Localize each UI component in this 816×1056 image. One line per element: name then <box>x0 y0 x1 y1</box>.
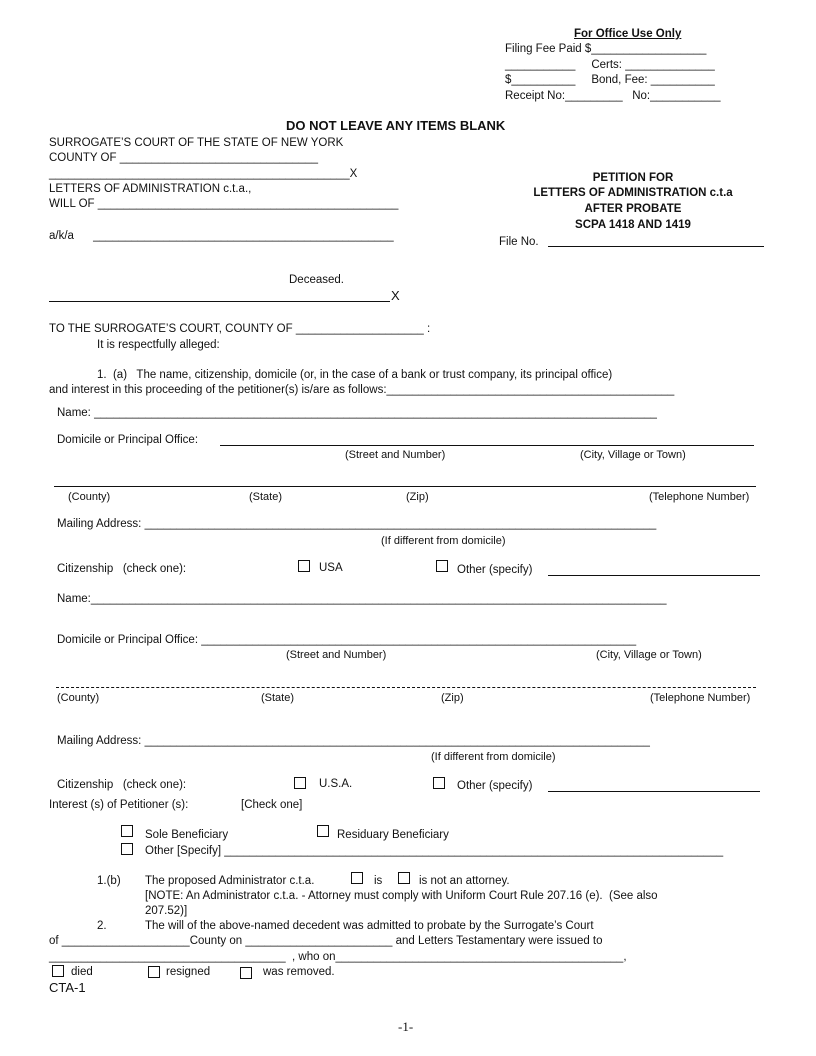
pet2-county-state-field[interactable] <box>56 687 756 688</box>
is-label: is <box>374 875 383 887</box>
pet2-citizenship-label: Citizenship (check one): <box>57 779 187 791</box>
para-2-line-1: The will of the above-named decedent was admitted to probate by the Surrogate’s Court <box>145 920 594 932</box>
removed-checkbox[interactable] <box>240 967 252 979</box>
para-1a-line1: 1. (a) The name, citizenship, domicile (or, in the case of a bank or trust company, its principal office) <box>97 369 613 381</box>
deceased-label: Deceased. <box>289 274 344 286</box>
pet1-citizenship-label: Citizenship (check one): <box>57 563 187 575</box>
alleged-line: It is respectfully alleged: <box>97 339 220 351</box>
para-2-line-3[interactable]: _____________________________________ , who on_____________________________________________, <box>49 951 627 963</box>
para-2-line-2[interactable]: of ____________________County on _______________________ and Letters Testamentary were issued to <box>49 935 603 947</box>
filing-fee-line[interactable]: Filing Fee Paid $__________________ <box>505 43 707 55</box>
note-line-1: [NOTE: An Administrator c.t.a. - Attorney must comply with Uniform Court Rule 207.16 (e). (See also <box>145 890 658 902</box>
pet2-state-caption: (State) <box>261 692 295 704</box>
file-no-field[interactable] <box>548 246 764 247</box>
para-1b-text: The proposed Administrator c.t.a. <box>145 875 315 887</box>
pet2-phone-caption: (Telephone Number) <box>650 692 751 704</box>
other-interest-checkbox[interactable] <box>121 843 133 855</box>
pet2-other-checkbox[interactable] <box>433 777 445 789</box>
pet2-usa-checkbox[interactable] <box>294 777 306 789</box>
title-line-2: LETTERS OF ADMINISTRATION c.t.a <box>533 187 733 199</box>
died-label: died <box>71 966 93 978</box>
pet2-usa-label: U.S.A. <box>319 778 353 790</box>
title-line-3: AFTER PROBATE <box>584 203 682 215</box>
para-2-number: 2. <box>97 920 107 932</box>
pet1-other-label: Other (specify) <box>457 564 533 576</box>
pet1-domicile-label: Domicile or Principal Office: <box>57 434 199 446</box>
pet1-domicile-field[interactable] <box>220 445 754 446</box>
pet2-ifdiff-caption: (If different from domicile) <box>431 751 556 763</box>
pet1-zip-caption: (Zip) <box>406 491 429 503</box>
pet2-other-label: Other (specify) <box>457 780 533 792</box>
bond-fee-line[interactable]: $__________ Bond, Fee: __________ <box>505 74 715 86</box>
removed-label: was removed. <box>263 966 335 978</box>
pet1-other-field[interactable] <box>548 575 760 576</box>
file-no-label: File No. <box>499 236 539 248</box>
will-of-line[interactable]: WILL OF _______________________________________________ <box>49 198 399 210</box>
pet1-street-caption: (Street and Number) <box>345 449 446 461</box>
caption-bottom-rule <box>49 301 390 302</box>
pet1-mailing-field[interactable]: Mailing Address: ________________________________________________________________________________ <box>57 518 657 530</box>
sole-beneficiary-label: Sole Beneficiary <box>145 829 229 841</box>
note-line-2: 207.52)] <box>145 905 188 917</box>
pet1-ifdiff-caption: (If different from domicile) <box>381 535 506 547</box>
resigned-label: resigned <box>166 966 211 978</box>
is-not-label: is not an attorney. <box>419 875 510 887</box>
letters-label: LETTERS OF ADMINISTRATION c.t.a., <box>49 183 252 195</box>
pet2-city-caption: (City, Village or Town) <box>596 649 702 661</box>
pet2-other-field[interactable] <box>548 791 760 792</box>
interest-check-one: [Check one] <box>241 799 303 811</box>
to-court-line[interactable]: TO THE SURROGATE’S COURT, COUNTY OF ____________________ : <box>49 323 431 335</box>
other-interest-field[interactable]: Other [Specify] ______________________________________________________________________________ <box>145 845 724 857</box>
caption-x-mark: X <box>391 288 400 303</box>
resigned-checkbox[interactable] <box>148 966 160 978</box>
certs-line[interactable]: ___________ Certs: ______________ <box>505 59 715 71</box>
para-1b-number: 1.(b) <box>97 875 121 887</box>
pet1-phone-caption: (Telephone Number) <box>649 491 750 503</box>
form-number: CTA-1 <box>49 980 86 995</box>
aka-line[interactable]: a/k/a _______________________________________________ <box>49 230 394 242</box>
residuary-beneficiary-label: Residuary Beneficiary <box>337 829 449 841</box>
is-not-attorney-checkbox[interactable] <box>398 872 410 884</box>
pet2-mailing-field[interactable]: Mailing Address: _______________________________________________________________________________ <box>57 735 650 747</box>
died-checkbox[interactable] <box>52 965 64 977</box>
pet1-county-caption: (County) <box>68 491 111 503</box>
pet1-usa-checkbox[interactable] <box>298 560 310 572</box>
pet1-name-field[interactable]: Name: ________________________________________________________________________________________ <box>57 407 657 419</box>
residuary-beneficiary-checkbox[interactable] <box>317 825 329 837</box>
pet1-state-caption: (State) <box>249 491 283 503</box>
pet1-usa-label: USA <box>319 562 343 574</box>
office-use-heading: For Office Use Only <box>574 28 682 40</box>
page-number: -1- <box>398 1019 414 1034</box>
title-line-4: SCPA 1418 AND 1419 <box>575 219 691 231</box>
caption-top-rule: _______________________________________________X <box>49 168 358 180</box>
pet2-county-caption: (County) <box>57 692 100 704</box>
title-line-1: PETITION FOR <box>592 172 674 184</box>
pet2-domicile-field[interactable]: Domicile or Principal Office: ____________________________________________________________________ <box>57 634 637 646</box>
sole-beneficiary-checkbox[interactable] <box>121 825 133 837</box>
receipt-line[interactable]: Receipt No:_________ No:___________ <box>505 90 721 102</box>
court-name: SURROGATE’S COURT OF THE STATE OF NEW YORK <box>49 137 344 149</box>
pet2-zip-caption: (Zip) <box>441 692 464 704</box>
county-line[interactable]: COUNTY OF _______________________________ <box>49 152 318 164</box>
pet1-city-caption: (City, Village or Town) <box>580 449 686 461</box>
pet1-other-checkbox[interactable] <box>436 560 448 572</box>
pet1-county-state-field[interactable] <box>54 486 756 487</box>
is-attorney-checkbox[interactable] <box>351 872 363 884</box>
warning-heading: DO NOT LEAVE ANY ITEMS BLANK <box>286 118 506 133</box>
interest-label: Interest (s) of Petitioner (s): <box>49 799 189 811</box>
para-1a-line2[interactable]: and interest in this proceeding of the petitioner(s) is/are as follows:_____________________________________________ <box>49 384 675 396</box>
pet2-name-field[interactable]: Name:__________________________________________________________________________________________ <box>57 593 667 605</box>
pet2-street-caption: (Street and Number) <box>286 649 387 661</box>
